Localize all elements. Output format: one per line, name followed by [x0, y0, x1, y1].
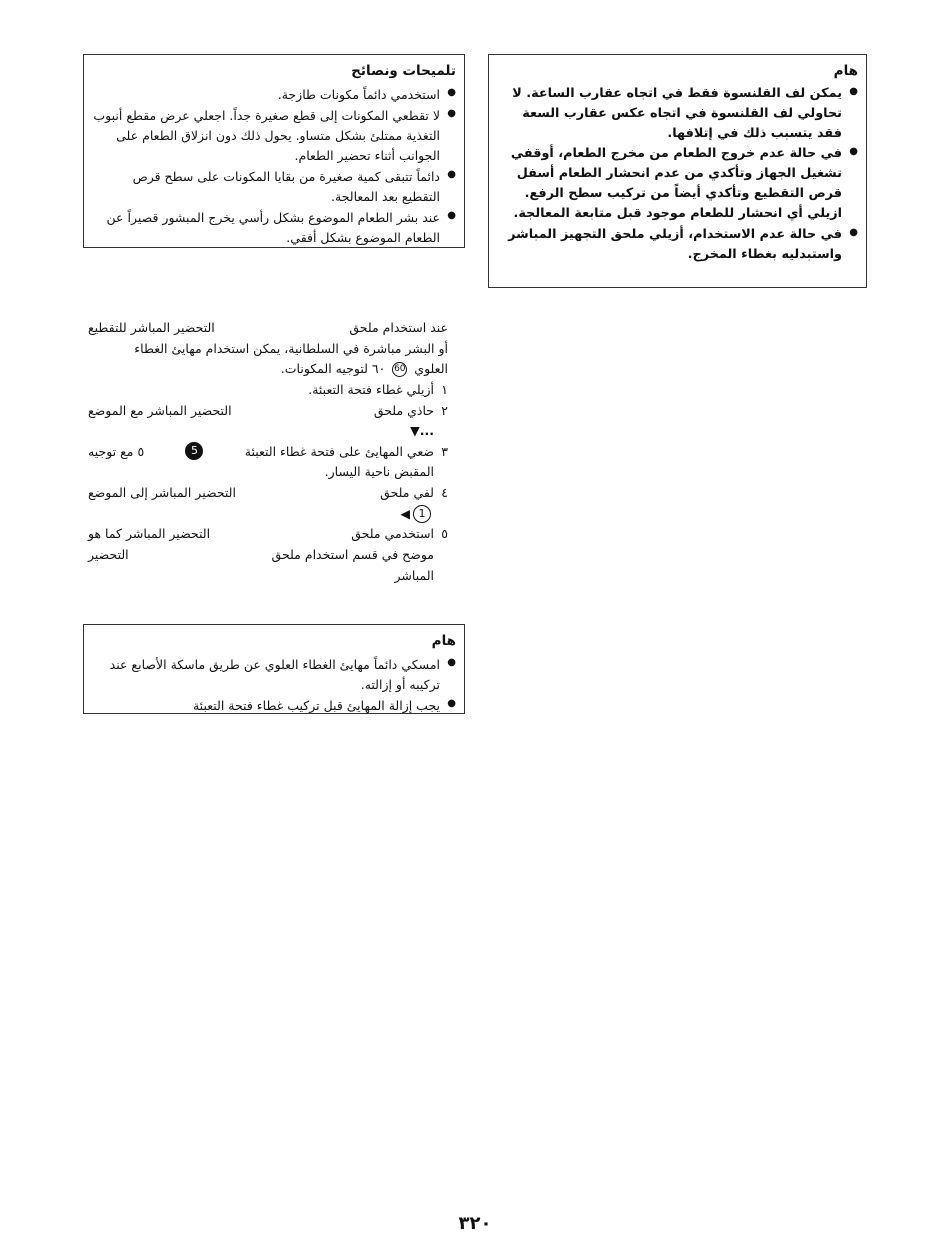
- intro-line: [88, 359, 448, 380]
- tip-item: ● لا تقطعي المكونات إلى قطع صغيرة جداً. اجعلي عرض مقطع أنبوب التغذية ممتلئ بشكل متساو. يحول ذلك دون انزلاق الطعام على الجوانب أثناء تحضير الطعام.: [92, 106, 456, 166]
- step-item: [88, 483, 448, 524]
- step-item: [88, 524, 448, 586]
- important-list: [497, 84, 858, 264]
- position-number-badge: 1: [413, 505, 431, 523]
- step-text: المباشر: [394, 567, 434, 583]
- step-item: [88, 442, 448, 483]
- step-text: التحضير المباشر إلى الموضع: [88, 485, 236, 500]
- step-text: التحضير المباشر كما هو: [88, 526, 211, 542]
- step-text: ضعي المهايئ على فتحة غطاء التعبئة: [244, 443, 434, 459]
- step-text: التحضير: [88, 546, 129, 562]
- step-number: ١: [441, 381, 448, 397]
- position-marker: [88, 504, 434, 525]
- instruction-steps: [88, 318, 448, 586]
- important-item: ● في حالة عدم خروج الطعام من مخرج الطعام، أوقفي تشغيل الجهاز وتأكدي من عدم انحشار الطعام أسفل قرص التقطيع وتأكدي أيضاً من تركيب سطح الرفع. ازيلي أي انحشار للطعام موجود قبل متابعة المعالجة.: [497, 144, 858, 223]
- step-text: موضح في قسم استخدام ملحق: [271, 546, 434, 562]
- important-item: ● يجب إزالة المهايئ قبل تركيب غطاء فتحة التعبئة: [92, 696, 456, 716]
- part-number-badge: 5: [185, 442, 203, 460]
- intro-line: أو البشر مباشرة في السلطانية، يمكن استخدام مهايئ الغطاء: [134, 340, 448, 356]
- step-item: [88, 380, 448, 401]
- step-text: لفي ملحق: [380, 485, 434, 500]
- tips-list: [92, 85, 456, 248]
- step-text: أزيلي غطاء فتحة التعبئة.: [308, 381, 434, 397]
- step-item: [88, 401, 448, 442]
- step-text: حاذي ملحق: [373, 402, 434, 418]
- intro-text: التحضير المباشر للتقطيع: [88, 320, 215, 335]
- step-number: ٣: [441, 443, 448, 459]
- important-notice-box-2: [83, 624, 465, 714]
- tips-box: [83, 54, 465, 248]
- intro-line: [88, 318, 448, 339]
- tip-item: ● دائماً تتبقى كمية صغيرة من بقايا المكونات على سطح قرص التقطيع بعد المعالجة.: [92, 167, 456, 207]
- important-title: هام: [431, 633, 456, 649]
- step-number: ٢: [441, 402, 448, 418]
- important-item: ● يمكن لف القلنسوة فقط في اتجاه عقارب الساعة. لا تحاولي لف القلنسوة في اتجاه عكس عقارب السعة فقد يتسبب ذلك في إتلافها.: [497, 84, 858, 143]
- important-item: ● امسكي دائماً مهايئ الغطاء العلوي عن طريق ماسكة الأصابع عند تركيبه أو إزالته.: [92, 655, 456, 695]
- step-number: ٤: [441, 485, 448, 500]
- step-text: استخدمي ملحق: [351, 526, 434, 542]
- step-text: التحضير المباشر مع الموضع: [88, 402, 232, 418]
- intro-text: ٦٠ لتوجيه المكونات.: [280, 361, 386, 377]
- important-list: [92, 655, 456, 716]
- intro-text: العلوي: [414, 361, 448, 377]
- page-number: ٣٢٠: [458, 1213, 492, 1234]
- important-item: ● في حالة عدم الاستخدام، أزيلي ملحق التجهيز المباشر واستبدليه بغطاء المخرج.: [497, 225, 858, 265]
- tip-item: ● عند بشر الطعام الموضوع بشكل رأسي يخرج المبشور قصيراً عن الطعام الموضوع بشكل أفقي.: [92, 208, 456, 248]
- position-arrow-icon: ...▼: [410, 423, 434, 439]
- tips-title: تلميحات ونصائح: [351, 63, 456, 79]
- intro-text: عند استخدام ملحق: [349, 320, 448, 335]
- step-text: المقبض ناحية اليسار.: [324, 464, 434, 480]
- part-number-badge: 60: [392, 362, 407, 377]
- important-notice-box: [488, 54, 867, 288]
- step-number: ٥: [441, 526, 448, 542]
- left-arrow-icon: ◀: [400, 505, 410, 521]
- step-text: ٥ مع توجيه: [88, 443, 145, 459]
- important-title: هام: [833, 63, 858, 79]
- tip-item: ● استخدمي دائماً مكونات طازجة.: [92, 85, 456, 105]
